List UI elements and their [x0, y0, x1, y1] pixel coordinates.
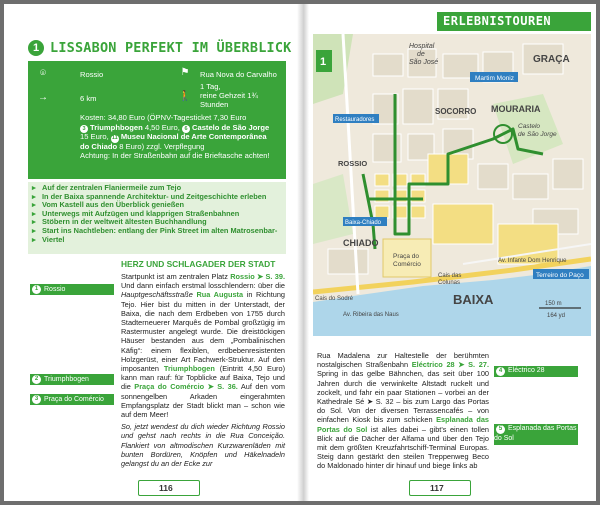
text: Rua Madalena zur Haltestelle der berühmten nostalgischen Straßenbahn [317, 351, 489, 370]
metro-label: Restauradores [335, 117, 375, 123]
crossref: Praça do Comércio ➤ S. 36. [134, 382, 238, 392]
stop-number: 4 [496, 367, 505, 376]
scale-label: 164 yd [547, 313, 566, 319]
duration-2: reine Gehzeit 1¾ [200, 91, 258, 100]
costs-line-1: Kosten: 34,80 Euro (ÖPNV-Tagesticket 7,30 Euro [80, 113, 247, 122]
highlight-item: ▸ Auf der zentralen Flaniermeile zum Tejo [28, 184, 286, 193]
flag-icon: ⚑ [180, 67, 190, 78]
stop-label: Triumphbogen [44, 376, 89, 383]
tour-number-badge: 1 [28, 40, 44, 56]
paragraph: So, jetzt wendest du dich wieder Richtung Rossio und gehst nach rechts in die Rua Conceição. Flankiert von altmodischen Kurzwarenläden mit bunten Bordüren, Knöpfen und Häkelnadeln gelangst du an der Ecke zur [121, 422, 285, 469]
right-body-text [317, 351, 489, 471]
sidebar-stop-esplanada [494, 424, 578, 445]
map-svg [313, 34, 591, 336]
page-number: 117 [430, 483, 444, 493]
tour-title: LISSABON PERFEKT IM ÜBERBLICK [50, 40, 292, 56]
walking-icon: 🚶 [178, 91, 192, 102]
map-label: Av. Infante Dom Henrique [498, 258, 567, 264]
highlight-item: ▸ Start ins Nachtleben: entlang der Pink Street im alten Matrosenbar- [28, 227, 286, 236]
page-number: 116 [159, 483, 173, 493]
highlight-item: ▸ Unterwegs mit Aufzügen und klapprigen Straßenbahnen [28, 210, 286, 219]
tour-info-box [28, 61, 286, 179]
tour-map [313, 34, 591, 336]
text: in Richtung Tejo. Hier bist du mitten in der Unterstadt, der Baixa, die nach dem Erdbeben von 1755 durch Stadterneuerer Marquês de Pombal großzügig im Rastermuster angelegt wurde. Die dreistöckigen Häuser bestanden aus dem „Pombalinischen Käfig“: einem flexiblen, erdbebenresistenten Holzgerüst, einer Art Fachwerk-Struktur. Auf den imposanten [121, 290, 285, 374]
highlight-item-continued: ▸ Viertel [28, 236, 286, 245]
section-heading: HERZ UND SCHLAGADER DER STADT [121, 259, 276, 269]
right-page [309, 4, 596, 501]
highlights-list [28, 182, 286, 254]
text: Hauptgeschäftsstraße [121, 290, 193, 300]
map-label: Castelo [518, 123, 541, 130]
left-page [4, 4, 297, 501]
map-label: GRAÇA [533, 54, 570, 65]
costs-castelo: Castelo de São Jorge [192, 122, 270, 132]
distance: 6 km [80, 94, 97, 103]
stop-number: 3 [32, 395, 41, 404]
sidebar-stop-rossio [30, 284, 114, 295]
stop-badge: 11 [111, 135, 118, 141]
text: ist alles dabei – gibt's einen tollen Blick auf die Dächer der Alfama und über den Tejo mit dem größten Kreuzfahrtschiff-Terminal Europas. [317, 424, 490, 453]
stop-number: 5 [496, 425, 505, 434]
costs-chiado-price: 8 Euro) zzgl. Verpflegung [117, 141, 205, 151]
crossref: Rossio ➤ S. 39. [230, 272, 286, 281]
costs-castelo-price: 15 Euro, [80, 132, 111, 141]
costs-line-4 [80, 142, 205, 152]
metro-label: Terreiro do Paço [536, 272, 584, 279]
warning-note: Achtung: In der Straßenbahn auf die Brieftasche achten! [80, 151, 270, 160]
sidebar-stop-electrico [494, 366, 578, 377]
map-label: Praça do [393, 253, 420, 260]
map-pin-icon: ⌾ [40, 68, 46, 79]
stop-number: 2 [32, 375, 41, 384]
duration-3: Stunden [200, 100, 229, 109]
text: (Eintritt 4,50 Euro) kann man rauf: für Topblicke auf Baixa, Tejo und die [121, 364, 286, 392]
sidebar-stop-praca [30, 394, 114, 405]
start-location: Rossio [80, 70, 104, 79]
map-label: Colunas [438, 280, 461, 286]
map-label: SOCORRO [435, 107, 477, 116]
costs-museum: Museu Nacional de Arte Contemporânea [120, 132, 267, 141]
end-location: Rua Nova do Carvalho [200, 70, 277, 79]
map-label: de São Jorge [518, 131, 557, 138]
crossref: Esplanada das Portas do Sol [317, 415, 489, 434]
text: Auf den vom sonnengelben Arkaden eingerahmten Empfangsplatz der Stadt blickt man – schon wie auf dem Meer! [121, 382, 286, 420]
map-label: Hospital [409, 43, 435, 50]
tour-title-row [28, 38, 292, 58]
duration-1: 1 Tag, [200, 82, 221, 91]
highlight-item: ▸ Stöbern in der weltweit ältesten Buchhandlung [28, 218, 286, 227]
crossref: Eléctrico 28 ➤ S. 27. [411, 360, 489, 370]
stop-label: Esplanada das Portas do Sol [494, 425, 577, 442]
map-label: CHIADO [343, 238, 379, 248]
book-gutter [297, 4, 309, 501]
text: Startpunkt ist am zentralen Platz [121, 272, 228, 281]
map-label: Cais das [438, 273, 462, 279]
crossref: Rua Augusta [196, 290, 244, 300]
text: Largo das Portas do Sol. [317, 397, 489, 416]
map-label: Av. Ribeira das Naus [343, 312, 399, 318]
section-banner: ERLEBNISTOUREN [437, 12, 591, 31]
metro-label: Baixa-Chiado [345, 220, 382, 226]
text: Spring in das gelbe Bähnchen, das seit über 100 Jahren durch die verwinkelte Altstadt ruckelt und zockelt, und fahr ein paar Stationen – vorbei an der Kathedrale Sé ➤ S. 32 – bis zum [317, 369, 489, 407]
stop-number: 1 [32, 285, 41, 294]
highlight-item: ▸ In der Baixa spannende Architektur- und Zeitgeschichte erleben [28, 193, 286, 202]
stop-badge: 3 [80, 125, 88, 133]
costs-chiado: do Chiado [80, 141, 118, 151]
paragraph [121, 272, 285, 419]
left-body-text [121, 272, 285, 471]
stop-label: Praça do Comércio [44, 396, 104, 403]
map-label: de [417, 51, 425, 58]
stop-label: Eléctrico 28 [508, 367, 545, 374]
map-label: Comércio [393, 261, 421, 268]
text: Steig dann gestärkt den steilen Treppenweg Beco do Maldonado hinter dir hinauf und biege links ab [317, 452, 489, 471]
highlight-item: ▸ Vom Kastell aus den Überblick genießen [28, 201, 286, 210]
crossref: Triumphbogen [163, 364, 215, 374]
book-spread [4, 4, 596, 501]
text: Und dann einfach erstmal losschlendern: über die [121, 281, 285, 291]
costs-triumph: Triumphbogen [90, 122, 143, 132]
map-tour-number: 1 [320, 56, 327, 68]
stop-badge: 6 [182, 125, 190, 133]
scale-label: 150 m [545, 301, 562, 307]
stop-label: Rossio [44, 286, 66, 293]
costs-triumph-price: 4,50 Euro, [142, 122, 182, 132]
map-label: ROSSIO [338, 159, 368, 168]
arrow-right-icon: → [38, 92, 48, 103]
metro-label: Martim Moniz [475, 75, 515, 82]
map-label: Cais do Sodré [315, 296, 354, 302]
map-label: São José [409, 59, 439, 66]
map-label: MOURARIA [491, 104, 541, 114]
sidebar-stop-triumphbogen [30, 374, 114, 385]
map-label: BAIXA [453, 292, 494, 307]
text: Von der diversen Terrassencafés – von einfachen Kiosk bis zum schicken [317, 406, 489, 425]
